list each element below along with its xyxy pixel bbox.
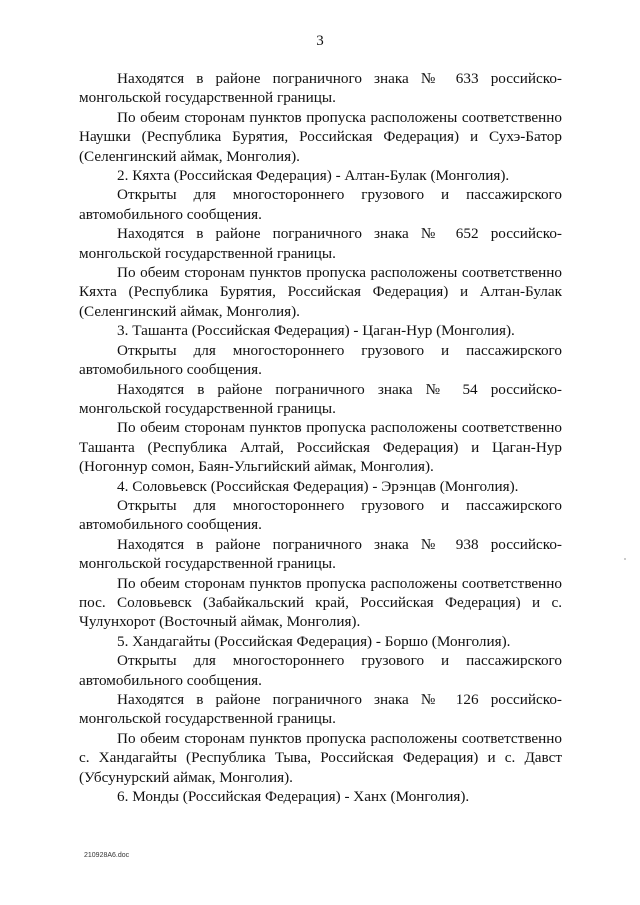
paragraph-item-5-traffic: Открыты для многостороннего грузового и пассажирского автомобильного сообщения. [79, 652, 562, 689]
paragraph-solovyevsk-chuluunkhoroot: По обеим сторонам пунктов пропуска расположены соответственно пос. Соловьевск (Забайкальский край, Российская Федерация) и с. Чулунхорот (Восточный аймак, Монголия). [79, 574, 562, 631]
paragraph-item-2-traffic: Открыты для многостороннего грузового и пассажирского автомобильного сообщения. [79, 186, 562, 223]
item-5-heading: 5. Хандагайты (Российская Федерация) - Боршо (Монголия). [117, 632, 511, 650]
page-number: 3 [316, 33, 324, 49]
item-2-heading: 2. Кяхта (Российская Федерация) - Алтан-Булак (Монголия). [117, 167, 510, 185]
paragraph-tashanta-tsagannuur: По обеим сторонам пунктов пропуска расположены соответственно Ташанта (Республика Алтай, Российская Федерация) и Цаган-Нур (Ногоннур сомон, Баян-Ульгийский аймак, Монголия). [79, 419, 562, 476]
paragraph-naushki-sukhbaatar: По обеим сторонам пунктов пропуска расположены соответственно Наушки (Республика Бурятия, Российская Федерация) и Сухэ-Батор (Селенгинский аймак, Монголия). [79, 108, 562, 165]
paragraph-kyakhta-altanbulag: По обеим сторонам пунктов пропуска расположены соответственно Кяхта (Республика Бурятия, Российская Федерация) и Алтан-Булак (Селенгинский аймак, Монголия). [79, 264, 562, 320]
item-6-heading: 6. Монды (Российская Федерация) - Ханх (Монголия). [117, 788, 470, 806]
scan-artifact-dot [624, 558, 626, 560]
item-4-heading: 4. Соловьевск (Российская Федерация) - Эрэнцав (Монголия). [117, 477, 519, 495]
paragraph-border-sign-54: Находятся в районе пограничного знака № 54 российско-монгольской государственной границы. [79, 380, 562, 417]
footer-file-code: 210928A6.doc [84, 852, 130, 859]
document-body [79, 69, 562, 806]
paragraph-item-3-traffic: Открыты для многостороннего грузового и пассажирского автомобильного сообщения. [79, 341, 562, 379]
paragraph-khandagaity-davst: По обеим сторонам пунктов пропуска расположены соответственно с. Хандагайты (Республика Тыва, Российская Федерация) и с. Давст (Убсунурский аймак, Монголия). [79, 729, 562, 786]
paragraph-border-sign-633: Находятся в районе пограничного знака № 633 российско-монгольской государственной границы. [79, 70, 562, 107]
paragraph-border-sign-126: Находятся в районе пограничного знака № 126 российско-монгольской государственной границы. [79, 691, 562, 728]
paragraph-border-sign-938: Находятся в районе пограничного знака № 938 российско-монгольской государственной границы. [79, 535, 562, 573]
paragraph-item-4-traffic: Открыты для многостороннего грузового и пассажирского автомобильного сообщения. [79, 496, 562, 534]
item-3-heading: 3. Ташанта (Российская Федерация) - Цаган-Нур (Монголия). [117, 322, 515, 340]
paragraph-border-sign-652: Находятся в районе пограничного знака № 652 российско-монгольской государственной границы. [79, 225, 562, 262]
